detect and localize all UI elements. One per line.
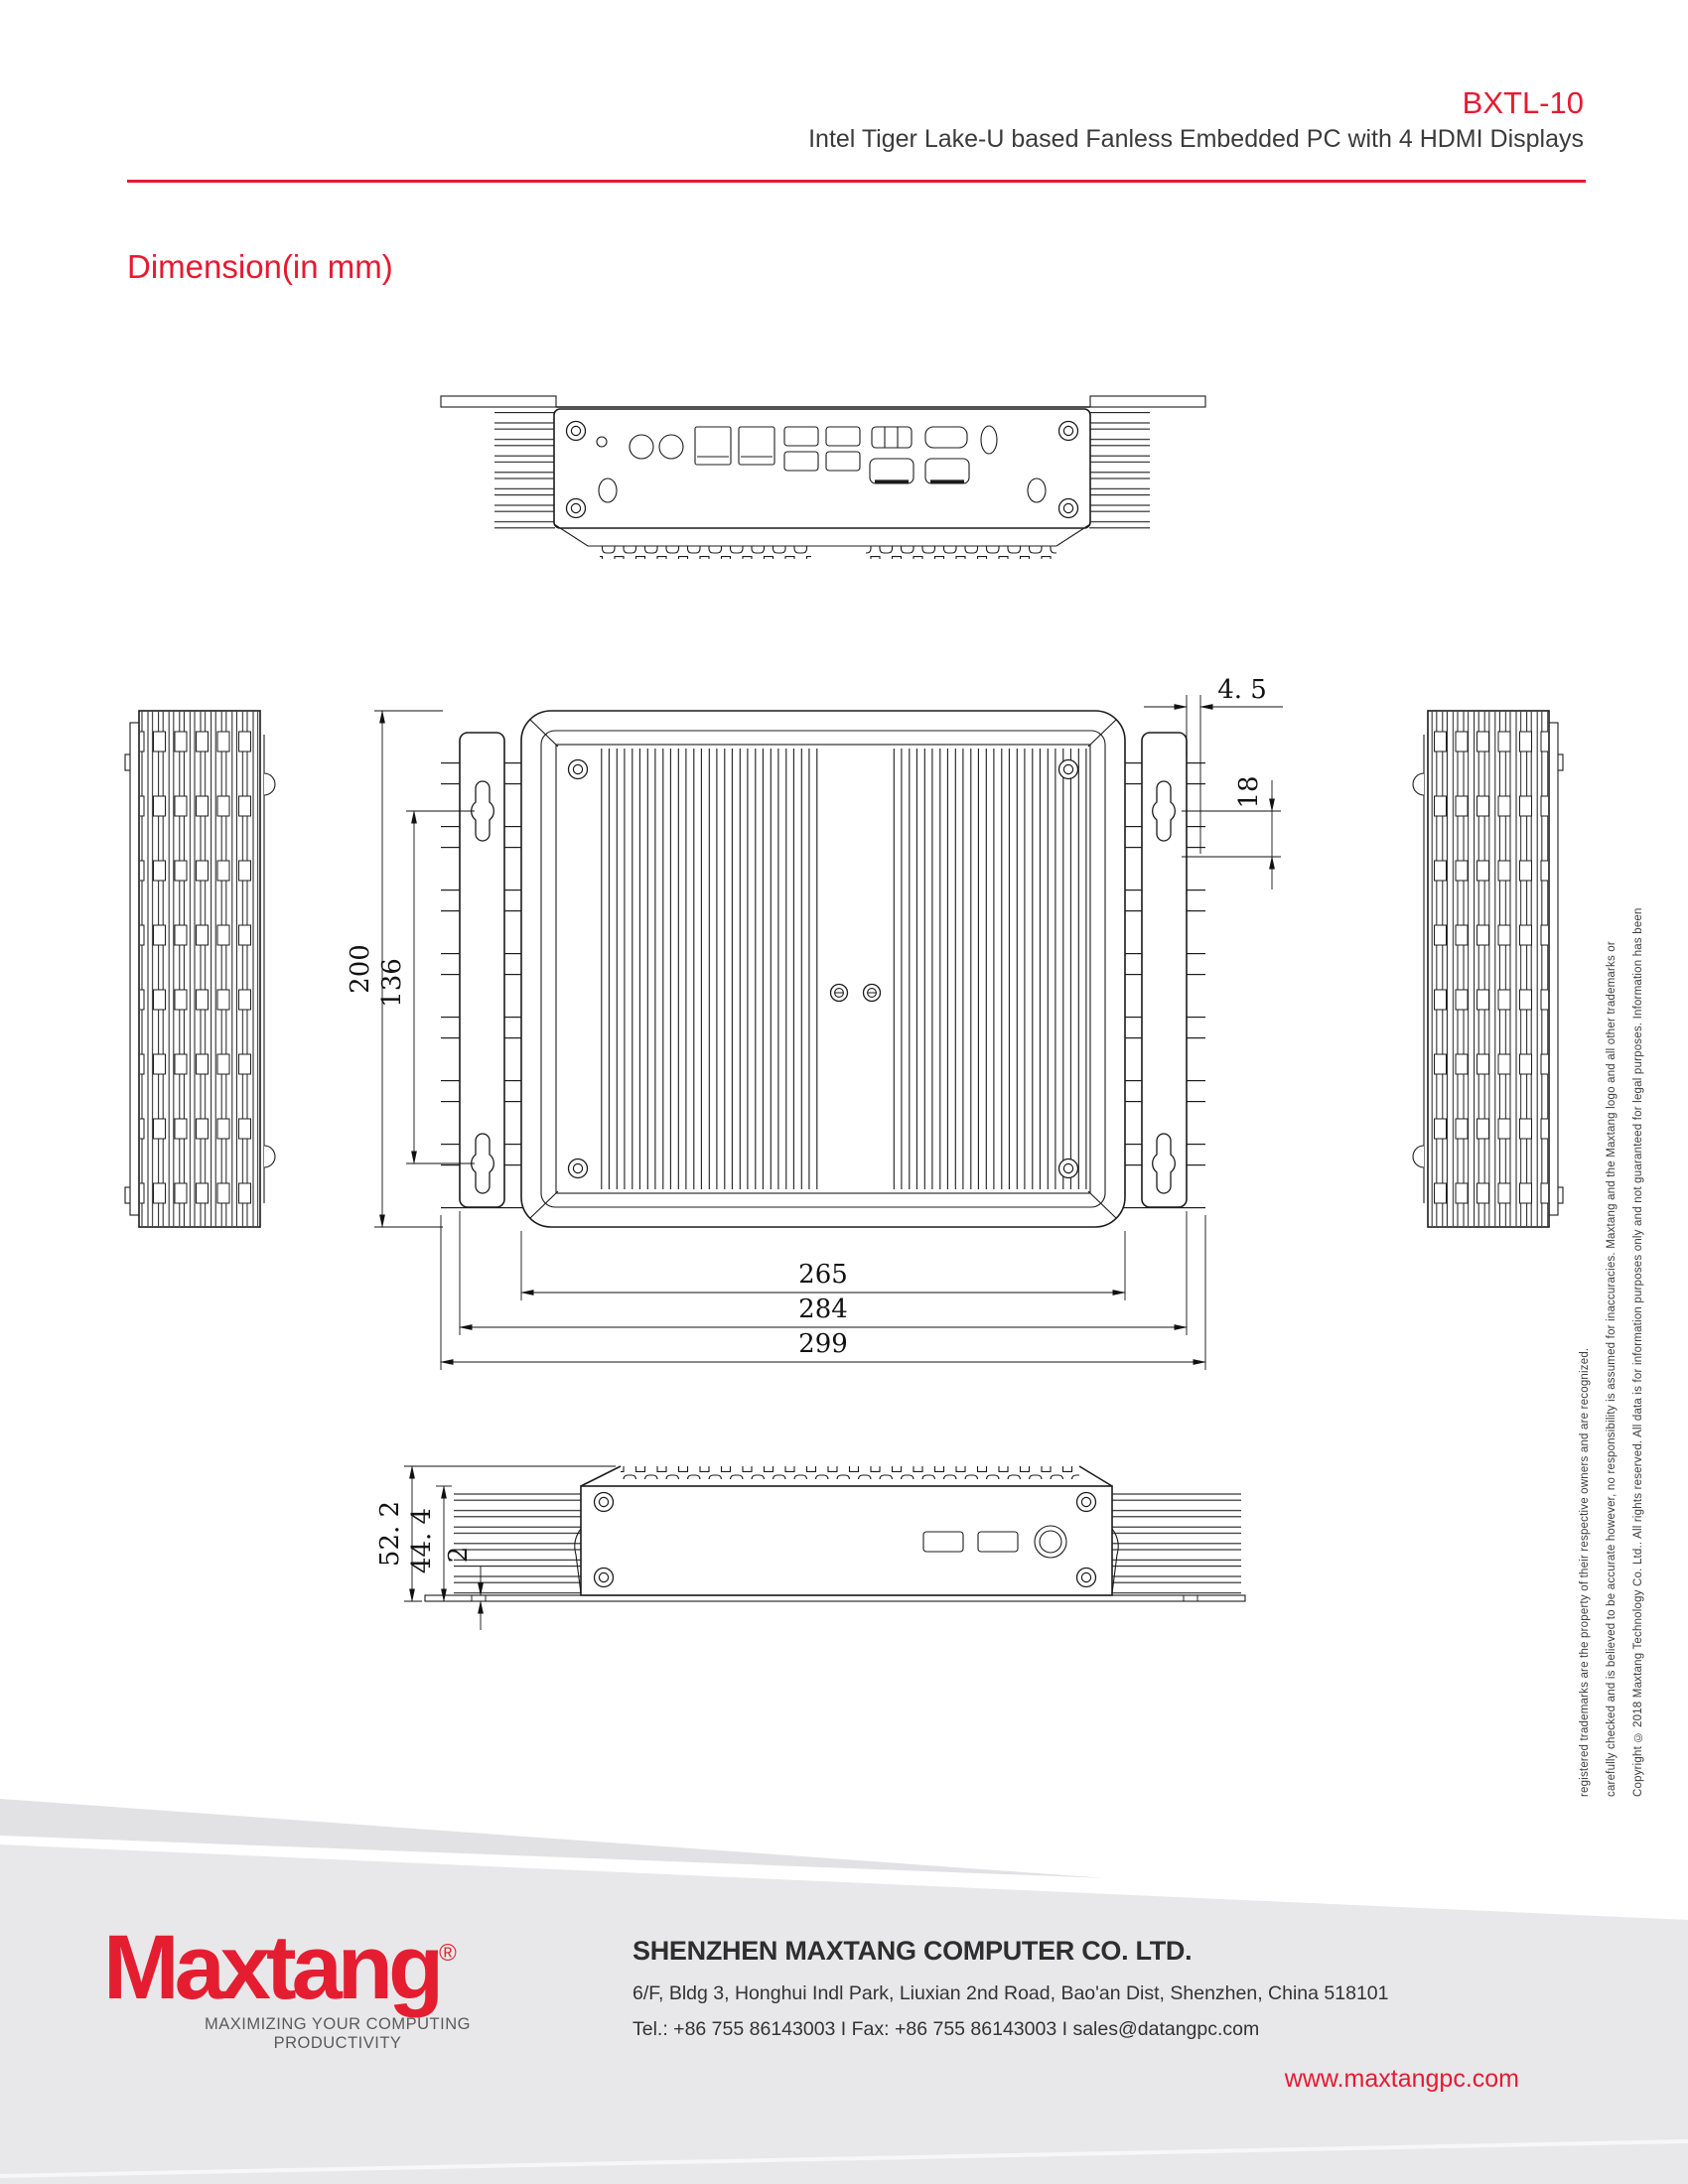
copyright-line: carefully checked and is believed to be accurate however, no responsibility is assumed for inaccuracies. Maxtang and the Maxtang logo and all other trademarks or xyxy=(1606,941,1618,1797)
rear-io-view xyxy=(441,396,1205,559)
front-body xyxy=(581,1486,1112,1595)
logo-tagline: MAXIMIZING YOUR COMPUTING PRODUCTIVITY xyxy=(205,2015,471,2052)
model-number: BXTL-10 xyxy=(1462,85,1584,120)
company-contact: Tel.: +86 755 86143003 I Fax: +86 755 86143003 I sales@datangpc.com xyxy=(633,2018,1260,2040)
front-view xyxy=(425,1466,1245,1601)
company-info xyxy=(633,1936,1388,2041)
front-left-fins xyxy=(454,1489,581,1595)
product-subtitle: Intel Tiger Lake-U based Fanless Embedded PC with 4 HDMI Displays xyxy=(808,125,1584,153)
screw xyxy=(1059,760,1078,779)
rear-body xyxy=(554,409,1090,528)
side-view-right xyxy=(1413,711,1563,1227)
company-name: SHENZHEN MAXTANG COMPUTER CO. LTD. xyxy=(633,1936,1193,1966)
rear-left-fins xyxy=(494,411,555,537)
dim-136-label: 136 xyxy=(377,958,407,1008)
dim-200-label: 200 xyxy=(346,944,375,994)
screw xyxy=(1077,1493,1096,1512)
copyright-line: registered trademarks are the property of their respective owners and are recognized. xyxy=(1579,1347,1591,1797)
dim-52-2-label: 52. 2 xyxy=(375,1500,405,1568)
screw xyxy=(569,1160,588,1178)
dim-4-5-label: 4. 5 xyxy=(1217,675,1267,705)
mount-flange-edge xyxy=(425,1595,1245,1601)
screw xyxy=(1059,1160,1078,1178)
fin-array-right xyxy=(890,749,1088,1189)
screw xyxy=(1059,499,1078,518)
screw xyxy=(1059,422,1078,441)
maxtang-logo xyxy=(103,1904,457,2017)
website-link[interactable]: www.maxtangpc.com xyxy=(1284,2065,1519,2093)
screw xyxy=(595,1493,614,1512)
section-title: Dimension(in mm) xyxy=(127,248,393,285)
dim-284-label: 284 xyxy=(798,1295,848,1324)
rear-serration-right xyxy=(866,546,1056,559)
front-right-fins xyxy=(1112,1492,1241,1595)
screw xyxy=(569,760,588,779)
dim-2-label: 2 xyxy=(444,1546,474,1564)
registered-mark: ® xyxy=(439,1940,457,1967)
dim-18-label: 18 xyxy=(1234,775,1264,809)
front-serration xyxy=(621,1466,1079,1479)
center-screw xyxy=(831,985,848,1002)
company-address: 6/F, Bldg 3, Honghui Indl Park, Liuxian 2nd Road, Bao'an Dist, Shenzhen, China 518101 xyxy=(633,1982,1389,2004)
side-view-left xyxy=(125,711,275,1227)
center-screw xyxy=(864,985,881,1002)
screw xyxy=(567,422,586,441)
dim-265-label: 265 xyxy=(798,1260,848,1290)
front-usb-port xyxy=(923,1532,963,1552)
logo-wordmark: Maxtang xyxy=(103,1917,440,2018)
rear-serration-left xyxy=(600,546,811,559)
fin-array-left xyxy=(596,749,820,1189)
top-plan-view xyxy=(441,711,1205,1227)
screw xyxy=(595,1569,614,1587)
dim-299-label: 299 xyxy=(798,1329,848,1359)
screw xyxy=(1077,1569,1096,1587)
rear-right-fins xyxy=(1089,411,1150,537)
copyright-line: Copyright © 2018 Maxtang Technology Co. Ltd.. All rights reserved. All data is for information purposes only and not guaranteed for legal purposes. Information has been xyxy=(1632,907,1644,1797)
screw xyxy=(567,499,586,518)
front-usb-port xyxy=(978,1532,1018,1552)
copyright-vertical-text xyxy=(1569,839,1652,1797)
dim-44-4-label: 44. 4 xyxy=(407,1507,437,1574)
